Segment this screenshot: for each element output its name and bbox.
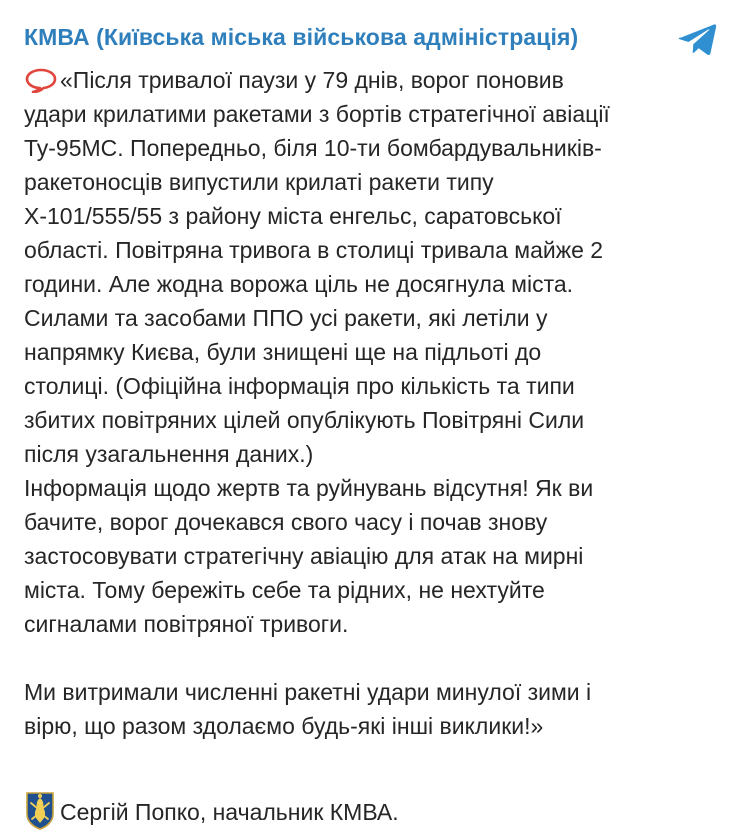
message-line-9: напрямку Києва, були знищені ще на підльоті до	[24, 339, 542, 365]
message-line-16: міста. Тому бережіть себе та рідних, не нехтуйте	[24, 577, 545, 603]
message-line-4: ракетоносців випустили крилаті ракети типу	[24, 169, 494, 195]
message-line-2: удари крилатими ракетами з бортів стратегічної авіації	[24, 101, 610, 127]
message-line-15: застосовувати стратегічну авіацію для атак на мирні	[24, 543, 584, 569]
message-line-14: бачите, ворог дочекався свого часу і почав знову	[24, 509, 548, 535]
signature-text: Сергій Попко, начальник КМВА.	[60, 799, 399, 825]
message-line-3: Ту-95МС. Попередньо, біля 10-ти бомбардувальників-	[24, 135, 602, 161]
message-line-6: області. Повітряна тривога в столиці тривала майже 2	[24, 237, 604, 263]
channel-title[interactable]: КМВА (Київська міська військова адміністрація)	[24, 24, 579, 50]
message-line-12: після узагальнення даних.)	[24, 441, 314, 467]
message-line-7: години. Але жодна ворожа ціль не досягнула міста.	[24, 271, 574, 297]
message-line-11: збитих повітряних цілей опублікують Повітряні Сили	[24, 407, 585, 433]
message-line-5: Х-101/555/55 з району міста енгельс, саратовської	[24, 203, 562, 229]
speech-bubble-icon	[24, 67, 58, 93]
message-line-1	[24, 63, 730, 97]
kyiv-coat-of-arms-icon	[24, 790, 56, 830]
message-line-text: «Після тривалої паузи у 79 днів, ворог поновив	[60, 67, 564, 93]
message-line-8: Силами та засобами ППО усі ракети, які летіли у	[24, 305, 548, 331]
message-line-10: столиці. (Офіційна інформація про кількість та типи	[24, 373, 575, 399]
message-line-20: вірю, що разом здолаємо будь-які інші виклики!»	[24, 713, 544, 739]
message-body	[24, 63, 730, 743]
message-line-13: Інформація щодо жертв та руйнувань відсутня! Як ви	[24, 475, 594, 501]
signature-line	[24, 790, 399, 830]
message-blank-line	[24, 641, 730, 675]
telegram-icon[interactable]	[677, 18, 719, 60]
message-line-19: Ми витримали численні ракетні удари минулої зими і	[24, 679, 592, 705]
message-line-17: сигналами повітряної тривоги.	[24, 611, 349, 637]
